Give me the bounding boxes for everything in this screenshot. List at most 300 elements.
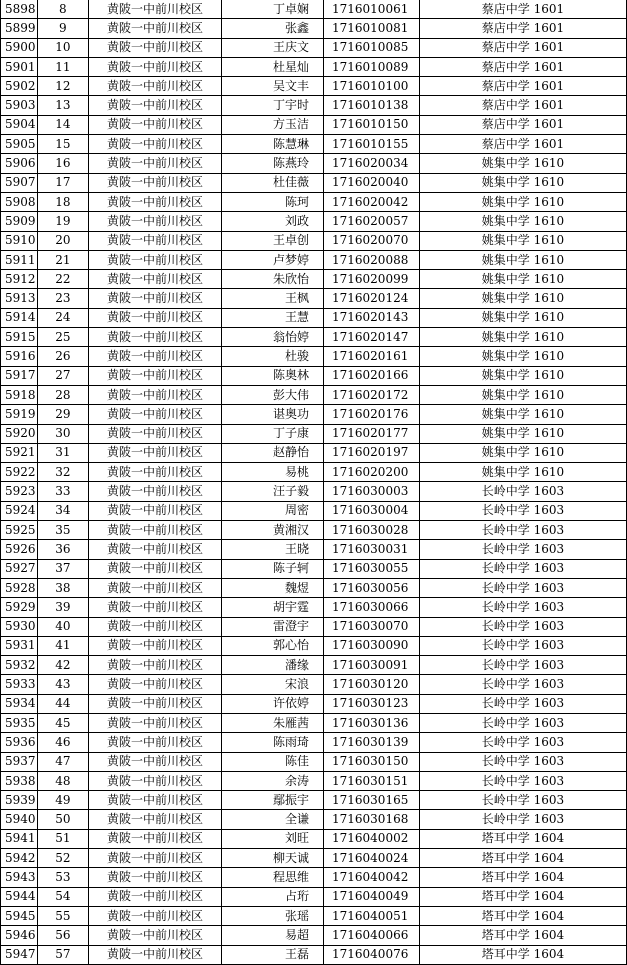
school-cell: 长岭中学 1603 bbox=[419, 501, 626, 520]
name-cell: 易超 bbox=[222, 926, 324, 945]
campus-cell: 黄陂一中前川校区 bbox=[88, 501, 222, 520]
name-cell: 周密 bbox=[222, 501, 324, 520]
seq-cell: 14 bbox=[37, 115, 88, 134]
table-row bbox=[1, 868, 627, 887]
student-id-cell: 1716040066 bbox=[324, 926, 420, 945]
table-row bbox=[1, 328, 627, 347]
table-row bbox=[1, 115, 627, 134]
student-id-cell: 1716040076 bbox=[324, 945, 420, 964]
campus-cell: 黄陂一中前川校区 bbox=[88, 752, 222, 771]
student-id-cell: 1716030055 bbox=[324, 559, 420, 578]
table-row bbox=[1, 926, 627, 945]
school-cell: 姚集中学 1610 bbox=[419, 270, 626, 289]
table-row bbox=[1, 694, 627, 713]
table-row bbox=[1, 77, 627, 96]
school-cell: 塔耳中学 1604 bbox=[419, 829, 626, 848]
row-number-cell: 5906 bbox=[1, 154, 38, 173]
seq-cell: 30 bbox=[37, 424, 88, 443]
row-number-cell: 5916 bbox=[1, 347, 38, 366]
student-id-cell: 1716040002 bbox=[324, 829, 420, 848]
school-cell: 长岭中学 1603 bbox=[419, 694, 626, 713]
table-row bbox=[1, 96, 627, 115]
campus-cell: 黄陂一中前川校区 bbox=[88, 366, 222, 385]
name-cell: 王慧 bbox=[222, 308, 324, 327]
school-cell: 长岭中学 1603 bbox=[419, 482, 626, 501]
name-cell: 柳天诚 bbox=[222, 849, 324, 868]
row-number-cell: 5946 bbox=[1, 926, 38, 945]
school-cell: 姚集中学 1610 bbox=[419, 289, 626, 308]
campus-cell: 黄陂一中前川校区 bbox=[88, 385, 222, 404]
seq-cell: 20 bbox=[37, 231, 88, 250]
row-number-cell: 5912 bbox=[1, 270, 38, 289]
name-cell: 朱欣怡 bbox=[222, 270, 324, 289]
name-cell: 刘旺 bbox=[222, 829, 324, 848]
name-cell: 陈奥林 bbox=[222, 366, 324, 385]
campus-cell: 黄陂一中前川校区 bbox=[88, 135, 222, 154]
seq-cell: 29 bbox=[37, 405, 88, 424]
table-row bbox=[1, 289, 627, 308]
school-cell: 长岭中学 1603 bbox=[419, 598, 626, 617]
school-cell: 长岭中学 1603 bbox=[419, 617, 626, 636]
school-cell: 姚集中学 1610 bbox=[419, 173, 626, 192]
school-cell: 长岭中学 1603 bbox=[419, 656, 626, 675]
seq-cell: 15 bbox=[37, 135, 88, 154]
student-id-cell: 1716020034 bbox=[324, 154, 420, 173]
name-cell: 王庆文 bbox=[222, 38, 324, 57]
school-cell: 姚集中学 1610 bbox=[419, 385, 626, 404]
student-id-cell: 1716040051 bbox=[324, 906, 420, 925]
name-cell: 朱雁茜 bbox=[222, 713, 324, 732]
name-cell: 雷澄宇 bbox=[222, 617, 324, 636]
name-cell: 陈佳 bbox=[222, 752, 324, 771]
table-row bbox=[1, 521, 627, 540]
row-number-cell: 5909 bbox=[1, 212, 38, 231]
name-cell: 赵静怡 bbox=[222, 443, 324, 462]
row-number-cell: 5919 bbox=[1, 405, 38, 424]
student-id-cell: 1716020099 bbox=[324, 270, 420, 289]
name-cell: 许依婷 bbox=[222, 694, 324, 713]
row-number-cell: 5929 bbox=[1, 598, 38, 617]
name-cell: 陈慧琳 bbox=[222, 135, 324, 154]
seq-cell: 41 bbox=[37, 636, 88, 655]
seq-cell: 50 bbox=[37, 810, 88, 829]
school-cell: 长岭中学 1603 bbox=[419, 752, 626, 771]
name-cell: 杜佳薇 bbox=[222, 173, 324, 192]
student-id-cell: 1716030165 bbox=[324, 791, 420, 810]
campus-cell: 黄陂一中前川校区 bbox=[88, 192, 222, 211]
row-number-cell: 5939 bbox=[1, 791, 38, 810]
school-cell: 塔耳中学 1604 bbox=[419, 868, 626, 887]
student-id-cell: 1716010100 bbox=[324, 77, 420, 96]
seq-cell: 25 bbox=[37, 328, 88, 347]
seq-cell: 47 bbox=[37, 752, 88, 771]
seq-cell: 49 bbox=[37, 791, 88, 810]
table-row bbox=[1, 945, 627, 964]
table-row bbox=[1, 598, 627, 617]
name-cell: 占珩 bbox=[222, 887, 324, 906]
campus-cell: 黄陂一中前川校区 bbox=[88, 77, 222, 96]
name-cell: 魏煜 bbox=[222, 578, 324, 597]
student-id-cell: 1716030003 bbox=[324, 482, 420, 501]
row-number-cell: 5947 bbox=[1, 945, 38, 964]
name-cell: 陈雨琦 bbox=[222, 733, 324, 752]
name-cell: 王晓 bbox=[222, 540, 324, 559]
name-cell: 彭大伟 bbox=[222, 385, 324, 404]
row-number-cell: 5914 bbox=[1, 308, 38, 327]
school-cell: 长岭中学 1603 bbox=[419, 636, 626, 655]
name-cell: 程思维 bbox=[222, 868, 324, 887]
seq-cell: 51 bbox=[37, 829, 88, 848]
row-number-cell: 5898 bbox=[1, 0, 38, 19]
student-id-cell: 1716020143 bbox=[324, 308, 420, 327]
campus-cell: 黄陂一中前川校区 bbox=[88, 289, 222, 308]
seq-cell: 54 bbox=[37, 887, 88, 906]
student-id-cell: 1716020057 bbox=[324, 212, 420, 231]
seq-cell: 40 bbox=[37, 617, 88, 636]
name-cell: 王卓创 bbox=[222, 231, 324, 250]
row-number-cell: 5943 bbox=[1, 868, 38, 887]
school-cell: 长岭中学 1603 bbox=[419, 733, 626, 752]
seq-cell: 33 bbox=[37, 482, 88, 501]
student-id-cell: 1716030136 bbox=[324, 713, 420, 732]
seq-cell: 44 bbox=[37, 694, 88, 713]
campus-cell: 黄陂一中前川校区 bbox=[88, 578, 222, 597]
name-cell: 杜星灿 bbox=[222, 57, 324, 76]
row-number-cell: 5910 bbox=[1, 231, 38, 250]
seq-cell: 17 bbox=[37, 173, 88, 192]
campus-cell: 黄陂一中前川校区 bbox=[88, 57, 222, 76]
seq-cell: 18 bbox=[37, 192, 88, 211]
name-cell: 王磊 bbox=[222, 945, 324, 964]
school-cell: 姚集中学 1610 bbox=[419, 212, 626, 231]
name-cell: 黄湘汉 bbox=[222, 521, 324, 540]
student-id-cell: 1716010155 bbox=[324, 135, 420, 154]
row-number-cell: 5925 bbox=[1, 521, 38, 540]
student-id-cell: 1716030004 bbox=[324, 501, 420, 520]
row-number-cell: 5915 bbox=[1, 328, 38, 347]
name-cell: 丁卓娴 bbox=[222, 0, 324, 19]
campus-cell: 黄陂一中前川校区 bbox=[88, 308, 222, 327]
campus-cell: 黄陂一中前川校区 bbox=[88, 0, 222, 19]
seq-cell: 42 bbox=[37, 656, 88, 675]
student-id-cell: 1716010138 bbox=[324, 96, 420, 115]
campus-cell: 黄陂一中前川校区 bbox=[88, 270, 222, 289]
name-cell: 王枫 bbox=[222, 289, 324, 308]
student-id-cell: 1716030150 bbox=[324, 752, 420, 771]
row-number-cell: 5899 bbox=[1, 19, 38, 38]
row-number-cell: 5940 bbox=[1, 810, 38, 829]
campus-cell: 黄陂一中前川校区 bbox=[88, 810, 222, 829]
row-number-cell: 5918 bbox=[1, 385, 38, 404]
student-id-cell: 1716030168 bbox=[324, 810, 420, 829]
campus-cell: 黄陂一中前川校区 bbox=[88, 154, 222, 173]
school-cell: 长岭中学 1603 bbox=[419, 675, 626, 694]
table-row bbox=[1, 675, 627, 694]
campus-cell: 黄陂一中前川校区 bbox=[88, 521, 222, 540]
table-row bbox=[1, 771, 627, 790]
school-cell: 长岭中学 1603 bbox=[419, 771, 626, 790]
school-cell: 蔡店中学 1601 bbox=[419, 57, 626, 76]
name-cell: 丁宇时 bbox=[222, 96, 324, 115]
school-cell: 姚集中学 1610 bbox=[419, 366, 626, 385]
table-row bbox=[1, 617, 627, 636]
campus-cell: 黄陂一中前川校区 bbox=[88, 540, 222, 559]
row-number-cell: 5936 bbox=[1, 733, 38, 752]
school-cell: 长岭中学 1603 bbox=[419, 521, 626, 540]
campus-cell: 黄陂一中前川校区 bbox=[88, 38, 222, 57]
school-cell: 姚集中学 1610 bbox=[419, 154, 626, 173]
row-number-cell: 5934 bbox=[1, 694, 38, 713]
campus-cell: 黄陂一中前川校区 bbox=[88, 115, 222, 134]
table-row bbox=[1, 540, 627, 559]
table-row bbox=[1, 250, 627, 269]
student-id-cell: 1716020088 bbox=[324, 250, 420, 269]
seq-cell: 13 bbox=[37, 96, 88, 115]
name-cell: 吴文丰 bbox=[222, 77, 324, 96]
table-row bbox=[1, 752, 627, 771]
seq-cell: 48 bbox=[37, 771, 88, 790]
campus-cell: 黄陂一中前川校区 bbox=[88, 328, 222, 347]
row-number-cell: 5908 bbox=[1, 192, 38, 211]
school-cell: 蔡店中学 1601 bbox=[419, 19, 626, 38]
seq-cell: 34 bbox=[37, 501, 88, 520]
row-number-cell: 5917 bbox=[1, 366, 38, 385]
school-cell: 姚集中学 1610 bbox=[419, 231, 626, 250]
campus-cell: 黄陂一中前川校区 bbox=[88, 96, 222, 115]
table-row bbox=[1, 154, 627, 173]
campus-cell: 黄陂一中前川校区 bbox=[88, 347, 222, 366]
name-cell: 方玉洁 bbox=[222, 115, 324, 134]
table-row bbox=[1, 38, 627, 57]
seq-cell: 53 bbox=[37, 868, 88, 887]
table-row bbox=[1, 713, 627, 732]
school-cell: 姚集中学 1610 bbox=[419, 424, 626, 443]
student-id-cell: 1716020197 bbox=[324, 443, 420, 462]
school-cell: 长岭中学 1603 bbox=[419, 540, 626, 559]
name-cell: 杜骏 bbox=[222, 347, 324, 366]
student-id-cell: 1716040024 bbox=[324, 849, 420, 868]
table-row bbox=[1, 501, 627, 520]
student-id-cell: 1716020177 bbox=[324, 424, 420, 443]
school-cell: 长岭中学 1603 bbox=[419, 810, 626, 829]
table-row bbox=[1, 791, 627, 810]
table-row bbox=[1, 0, 627, 19]
seq-cell: 31 bbox=[37, 443, 88, 462]
campus-cell: 黄陂一中前川校区 bbox=[88, 617, 222, 636]
table-row bbox=[1, 906, 627, 925]
table-row bbox=[1, 559, 627, 578]
campus-cell: 黄陂一中前川校区 bbox=[88, 694, 222, 713]
seq-cell: 26 bbox=[37, 347, 88, 366]
school-cell: 姚集中学 1610 bbox=[419, 308, 626, 327]
campus-cell: 黄陂一中前川校区 bbox=[88, 868, 222, 887]
student-id-cell: 1716030139 bbox=[324, 733, 420, 752]
student-id-cell: 1716010085 bbox=[324, 38, 420, 57]
table-row bbox=[1, 733, 627, 752]
table-row bbox=[1, 192, 627, 211]
table-row bbox=[1, 424, 627, 443]
school-cell: 姚集中学 1610 bbox=[419, 463, 626, 482]
campus-cell: 黄陂一中前川校区 bbox=[88, 945, 222, 964]
campus-cell: 黄陂一中前川校区 bbox=[88, 19, 222, 38]
seq-cell: 32 bbox=[37, 463, 88, 482]
name-cell: 刘政 bbox=[222, 212, 324, 231]
seq-cell: 46 bbox=[37, 733, 88, 752]
campus-cell: 黄陂一中前川校区 bbox=[88, 656, 222, 675]
student-id-cell: 1716030120 bbox=[324, 675, 420, 694]
student-id-cell: 1716030070 bbox=[324, 617, 420, 636]
school-cell: 长岭中学 1603 bbox=[419, 713, 626, 732]
student-id-cell: 1716020040 bbox=[324, 173, 420, 192]
campus-cell: 黄陂一中前川校区 bbox=[88, 713, 222, 732]
table-row bbox=[1, 636, 627, 655]
student-id-cell: 1716030031 bbox=[324, 540, 420, 559]
name-cell: 陈燕玲 bbox=[222, 154, 324, 173]
campus-cell: 黄陂一中前川校区 bbox=[88, 829, 222, 848]
seq-cell: 37 bbox=[37, 559, 88, 578]
row-number-cell: 5904 bbox=[1, 115, 38, 134]
name-cell: 易桃 bbox=[222, 463, 324, 482]
table-row bbox=[1, 443, 627, 462]
student-id-cell: 1716020070 bbox=[324, 231, 420, 250]
student-id-cell: 1716010081 bbox=[324, 19, 420, 38]
campus-cell: 黄陂一中前川校区 bbox=[88, 675, 222, 694]
campus-cell: 黄陂一中前川校区 bbox=[88, 771, 222, 790]
student-id-cell: 1716010061 bbox=[324, 0, 420, 19]
row-number-cell: 5923 bbox=[1, 482, 38, 501]
name-cell: 谌奥功 bbox=[222, 405, 324, 424]
campus-cell: 黄陂一中前川校区 bbox=[88, 887, 222, 906]
name-cell: 张瑶 bbox=[222, 906, 324, 925]
table-row bbox=[1, 405, 627, 424]
row-number-cell: 5938 bbox=[1, 771, 38, 790]
school-cell: 塔耳中学 1604 bbox=[419, 849, 626, 868]
table-row bbox=[1, 366, 627, 385]
row-number-cell: 5942 bbox=[1, 849, 38, 868]
seq-cell: 38 bbox=[37, 578, 88, 597]
student-id-cell: 1716030151 bbox=[324, 771, 420, 790]
student-id-cell: 1716020147 bbox=[324, 328, 420, 347]
seq-cell: 36 bbox=[37, 540, 88, 559]
campus-cell: 黄陂一中前川校区 bbox=[88, 791, 222, 810]
seq-cell: 35 bbox=[37, 521, 88, 540]
table-row bbox=[1, 578, 627, 597]
seq-cell: 57 bbox=[37, 945, 88, 964]
row-number-cell: 5930 bbox=[1, 617, 38, 636]
row-number-cell: 5935 bbox=[1, 713, 38, 732]
student-id-cell: 1716020161 bbox=[324, 347, 420, 366]
row-number-cell: 5927 bbox=[1, 559, 38, 578]
table-row bbox=[1, 308, 627, 327]
campus-cell: 黄陂一中前川校区 bbox=[88, 173, 222, 192]
school-cell: 塔耳中学 1604 bbox=[419, 926, 626, 945]
name-cell: 胡宇霆 bbox=[222, 598, 324, 617]
seq-cell: 11 bbox=[37, 57, 88, 76]
school-cell: 塔耳中学 1604 bbox=[419, 906, 626, 925]
table-row bbox=[1, 656, 627, 675]
school-cell: 姚集中学 1610 bbox=[419, 347, 626, 366]
row-number-cell: 5945 bbox=[1, 906, 38, 925]
school-cell: 蔡店中学 1601 bbox=[419, 77, 626, 96]
student-id-cell: 1716020042 bbox=[324, 192, 420, 211]
table-row bbox=[1, 173, 627, 192]
table-row bbox=[1, 887, 627, 906]
table-row bbox=[1, 212, 627, 231]
row-number-cell: 5926 bbox=[1, 540, 38, 559]
row-number-cell: 5901 bbox=[1, 57, 38, 76]
name-cell: 鄢振宇 bbox=[222, 791, 324, 810]
student-id-cell: 1716020172 bbox=[324, 385, 420, 404]
student-id-cell: 1716030091 bbox=[324, 656, 420, 675]
campus-cell: 黄陂一中前川校区 bbox=[88, 231, 222, 250]
table-row bbox=[1, 270, 627, 289]
campus-cell: 黄陂一中前川校区 bbox=[88, 559, 222, 578]
student-id-cell: 1716030066 bbox=[324, 598, 420, 617]
name-cell: 卢梦婷 bbox=[222, 250, 324, 269]
campus-cell: 黄陂一中前川校区 bbox=[88, 906, 222, 925]
student-id-cell: 1716040049 bbox=[324, 887, 420, 906]
school-cell: 蔡店中学 1601 bbox=[419, 0, 626, 19]
school-cell: 蔡店中学 1601 bbox=[419, 38, 626, 57]
student-id-cell: 1716020124 bbox=[324, 289, 420, 308]
row-number-cell: 5922 bbox=[1, 463, 38, 482]
campus-cell: 黄陂一中前川校区 bbox=[88, 405, 222, 424]
row-number-cell: 5907 bbox=[1, 173, 38, 192]
row-number-cell: 5931 bbox=[1, 636, 38, 655]
row-number-cell: 5902 bbox=[1, 77, 38, 96]
name-cell: 陈珂 bbox=[222, 192, 324, 211]
row-number-cell: 5937 bbox=[1, 752, 38, 771]
name-cell: 郭心怡 bbox=[222, 636, 324, 655]
school-cell: 长岭中学 1603 bbox=[419, 559, 626, 578]
campus-cell: 黄陂一中前川校区 bbox=[88, 424, 222, 443]
school-cell: 姚集中学 1610 bbox=[419, 250, 626, 269]
student-id-cell: 1716030123 bbox=[324, 694, 420, 713]
student-id-cell: 1716020166 bbox=[324, 366, 420, 385]
row-number-cell: 5903 bbox=[1, 96, 38, 115]
row-number-cell: 5933 bbox=[1, 675, 38, 694]
row-number-cell: 5905 bbox=[1, 135, 38, 154]
school-cell: 长岭中学 1603 bbox=[419, 791, 626, 810]
school-cell: 姚集中学 1610 bbox=[419, 328, 626, 347]
row-number-cell: 5913 bbox=[1, 289, 38, 308]
student-id-cell: 1716020176 bbox=[324, 405, 420, 424]
campus-cell: 黄陂一中前川校区 bbox=[88, 482, 222, 501]
table-row bbox=[1, 385, 627, 404]
school-cell: 蔡店中学 1601 bbox=[419, 135, 626, 154]
table-row bbox=[1, 135, 627, 154]
table-row bbox=[1, 57, 627, 76]
row-number-cell: 5944 bbox=[1, 887, 38, 906]
table-body bbox=[1, 0, 627, 964]
campus-cell: 黄陂一中前川校区 bbox=[88, 212, 222, 231]
student-id-cell: 1716010150 bbox=[324, 115, 420, 134]
seq-cell: 43 bbox=[37, 675, 88, 694]
row-number-cell: 5911 bbox=[1, 250, 38, 269]
campus-cell: 黄陂一中前川校区 bbox=[88, 733, 222, 752]
school-cell: 姚集中学 1610 bbox=[419, 192, 626, 211]
row-number-cell: 5924 bbox=[1, 501, 38, 520]
student-id-cell: 1716030090 bbox=[324, 636, 420, 655]
table-row bbox=[1, 231, 627, 250]
seq-cell: 8 bbox=[37, 0, 88, 19]
seq-cell: 52 bbox=[37, 849, 88, 868]
seq-cell: 19 bbox=[37, 212, 88, 231]
seq-cell: 45 bbox=[37, 713, 88, 732]
row-number-cell: 5941 bbox=[1, 829, 38, 848]
name-cell: 潘缘 bbox=[222, 656, 324, 675]
seq-cell: 16 bbox=[37, 154, 88, 173]
